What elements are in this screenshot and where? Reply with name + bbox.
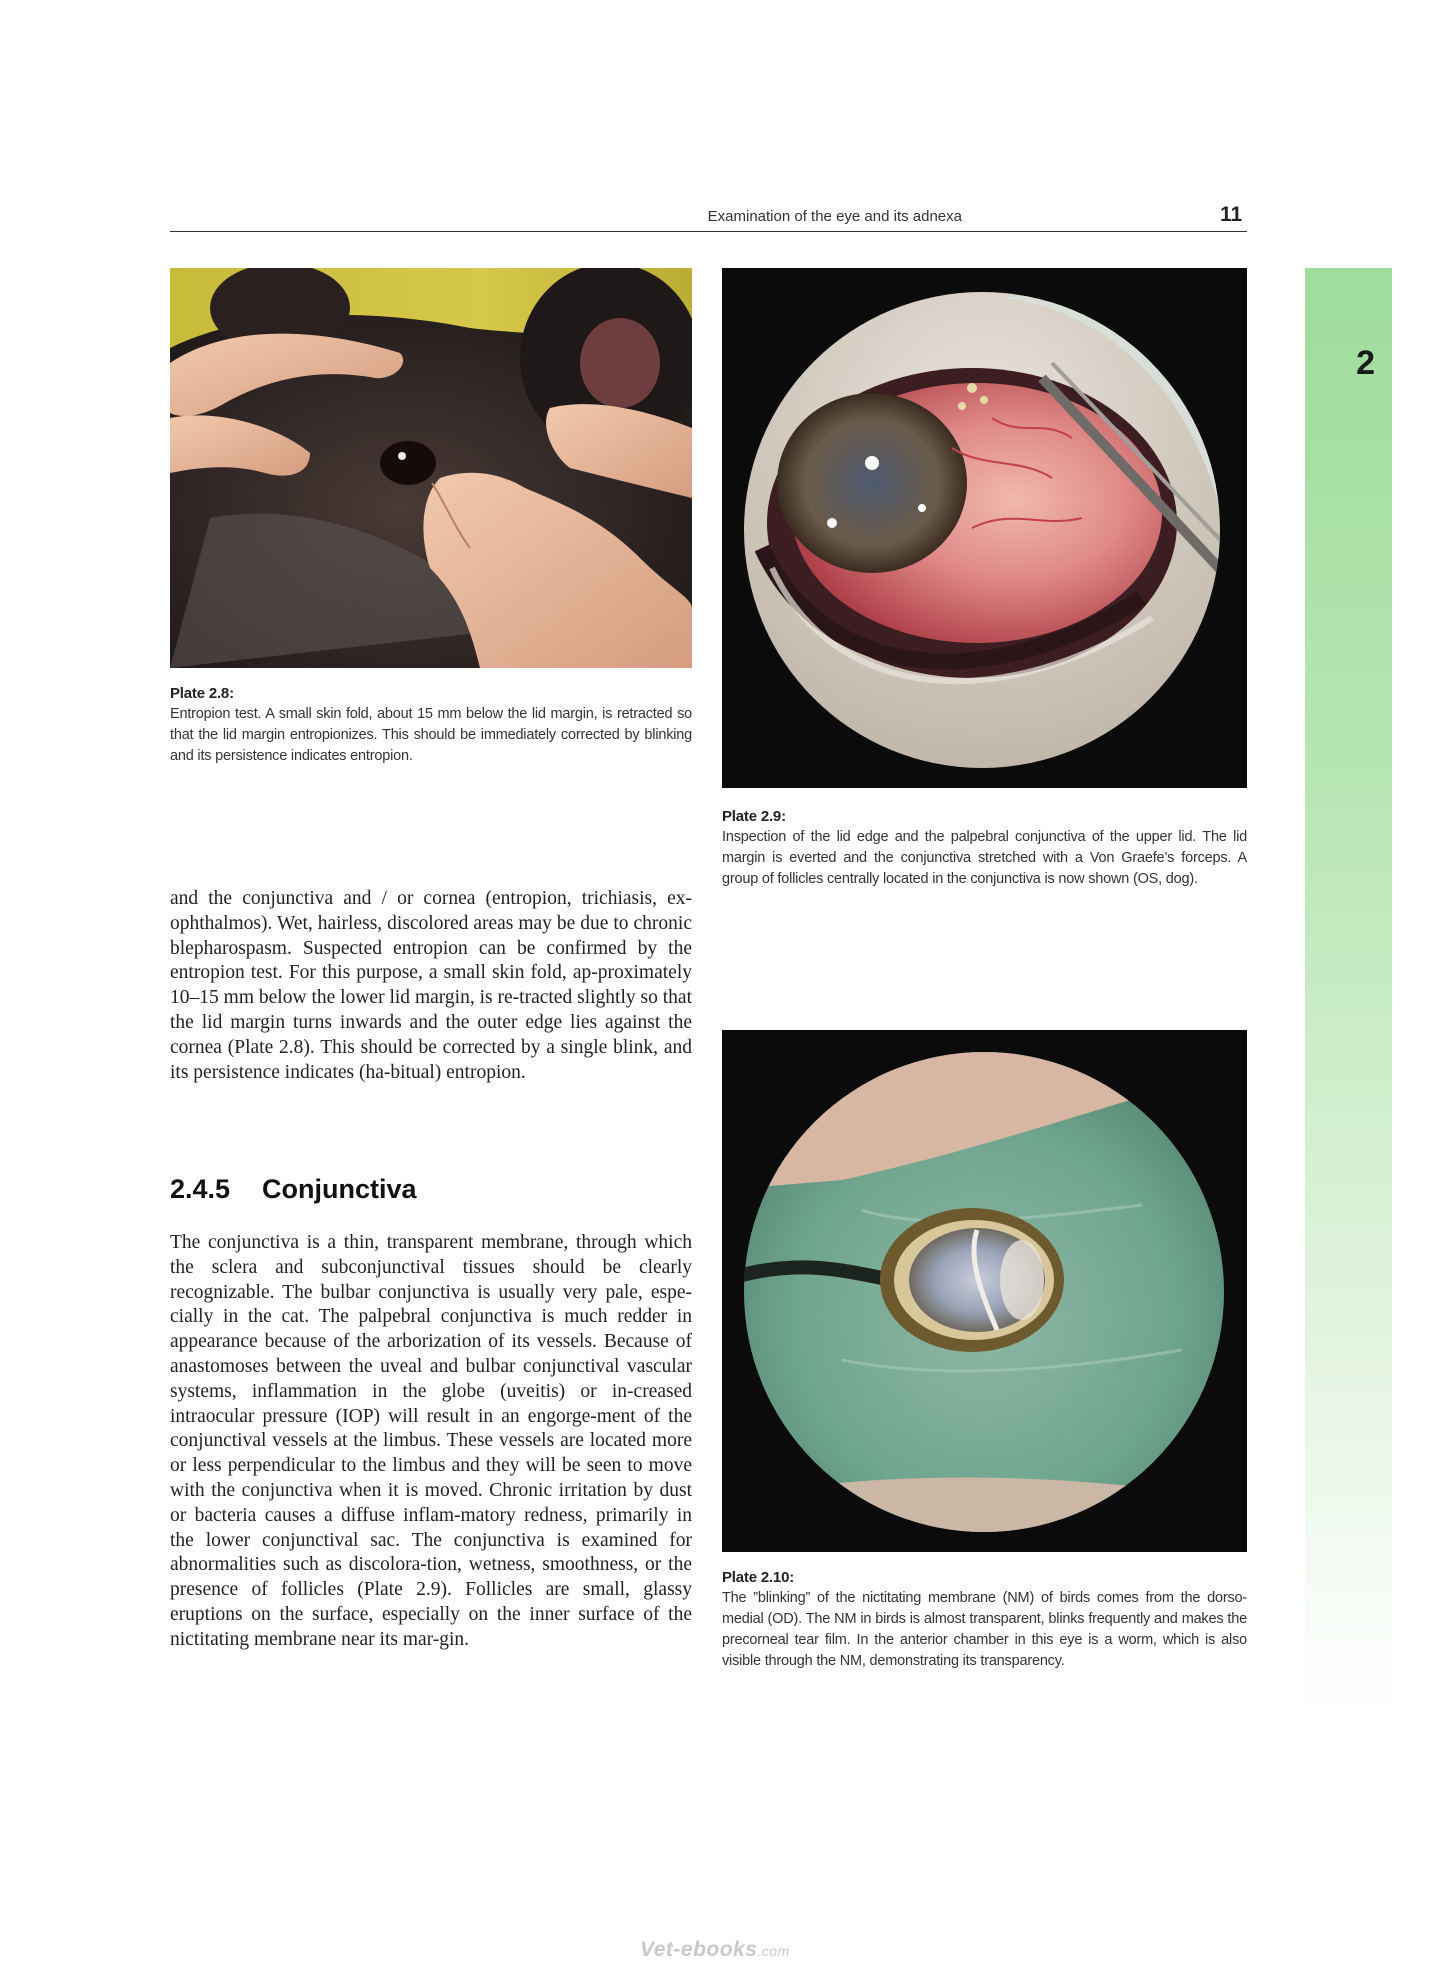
plate-label: Plate 2.9: [722, 808, 786, 825]
plate-2-9-caption [722, 806, 1247, 890]
watermark-text: Vet-ebooks [640, 1938, 758, 1961]
plate-2-10-caption [722, 1567, 1247, 1672]
plate-caption-text: The ”blinking” of the nictitating membrane (NM) of birds comes from the dorso-medial (OD). The NM in birds is almost transparent, blinks frequently and makes the precorneal tear film. In the anterior chamber in this eye is a worm, which is also visible through the NM, demonstrating its transparency. [722, 1590, 1247, 1669]
header-rule [170, 231, 1247, 232]
plate-caption-text: Entropion test. A small skin fold, about 15 mm below the lid margin, is retracted so that the lid margin entropionizes. This should be immediately corrected by blinking and its persistence indicates entropion. [170, 706, 692, 764]
plate-label: Plate 2.8: [170, 685, 234, 702]
page-number: 11 [1220, 203, 1243, 226]
section-heading [170, 1174, 417, 1205]
chapter-tab [1305, 268, 1392, 1718]
plate-caption-text: Inspection of the lid edge and the palpebral conjunctiva of the upper lid. The lid margin is everted and the conjunctiva stretched with a Von Graefe’s forceps. A group of follicles centrally located in the conjunctiva is now shown (OS, dog). [722, 829, 1247, 887]
section-number: 2.4.5 [170, 1174, 231, 1204]
plate-2-10-photo [722, 1030, 1247, 1552]
section-title: Conjunctiva [262, 1174, 417, 1204]
body-paragraph-entropion: and the conjunctiva and / or cornea (entropion, trichiasis, ex-ophthalmos). Wet, hairless, discolored areas may be due to chronic blepharospasm. Suspected entropion can be confirmed by the entropion test. For this purpose, a small skin fold, ap-proximately 10–15 mm below the lower lid margin, is re-tracted slightly so that the lid margin turns inwards and the outer edge lies against the cornea (Plate 2.8). This should be corrected by a single blink, and its persistence indicates (ha-bitual) entropion. [170, 888, 692, 1083]
plate-2-8-photo [170, 268, 692, 668]
plate-2-9-photo [722, 268, 1247, 788]
plate-2-8-caption [170, 683, 692, 767]
watermark-suffix: .com [757, 1943, 790, 1959]
watermark-logo [640, 1938, 790, 1962]
chapter-number: 2 [1356, 344, 1375, 382]
running-title: Examination of the eye and its adnexa [707, 208, 962, 225]
body-paragraph-conjunctiva: The conjunctiva is a thin, transparent membrane, through which the sclera and subconjunctival tissues should be clearly recognizable. The bulbar conjunctiva is usually very pale, espe-cially in the cat. The palpebral conjunctiva is much redder in appearance because of the arborization of its vessels. Because of anastomoses between the uveal and bulbar conjunctival vascular systems, inflammation in the globe (uveitis) or in-creased intraocular pressure (IOP) will result in an engorge-ment of the conjunctival vessels at the limbus. These vessels are located more or less perpendicular to the limbus and they will be seen to move with the conjunctiva when it is moved. Chronic irritation by dust or bacteria causes a diffuse inflam-matory redness, primarily in the lower conjunctival sac. The conjunctiva is examined for abnormalities such as discolora-tion, wetness, smoothness, or the presence of follicles (Plate 2.9). Follicles are small, glassy eruptions on the surface, especially on the inner surface of the nictitating membrane near its mar-gin. [170, 1232, 692, 1650]
plate-label: Plate 2.10: [722, 1569, 795, 1586]
